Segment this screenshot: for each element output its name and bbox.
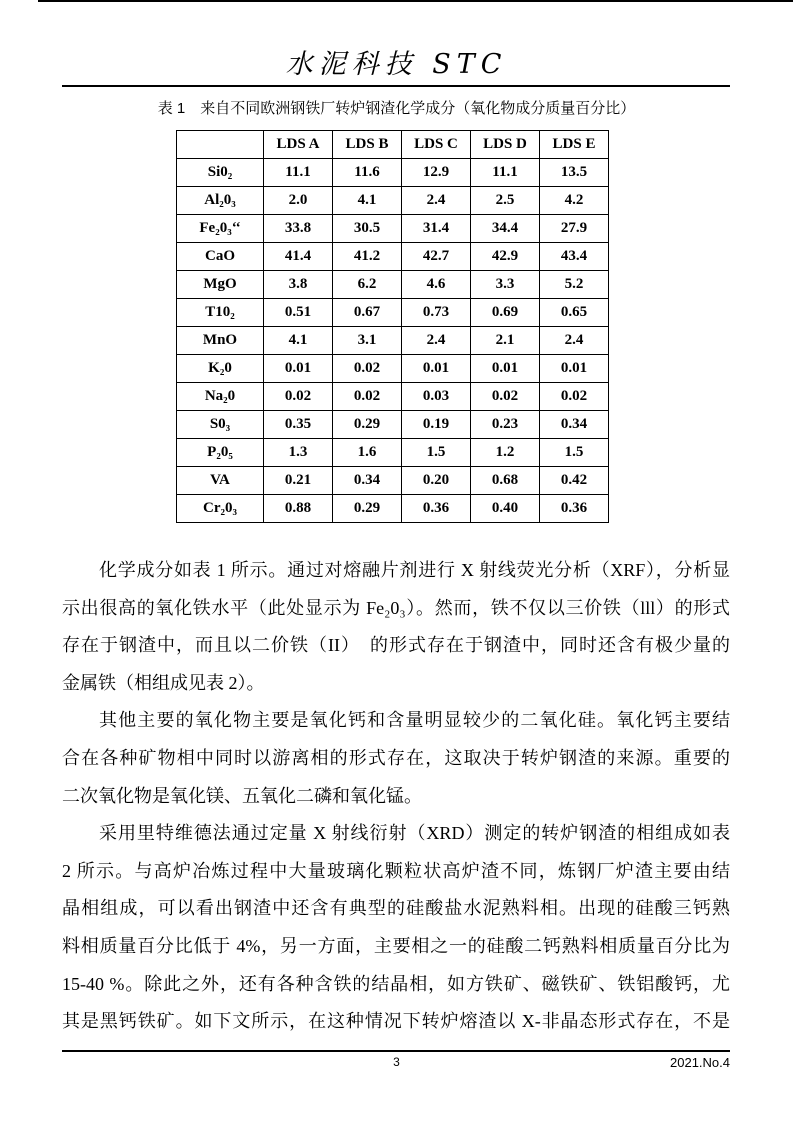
text-line: 二次氧化物是氧化镁、五氧化二磷和氧化锰。: [62, 785, 422, 806]
text-line: 其他主要的氧化物主要是氧化钙和含量明显较少的二氧化硅。氧化钙主要结: [99, 710, 730, 731]
value-cell: 0.02: [264, 383, 333, 411]
value-cell: 41.4: [264, 243, 333, 271]
value-cell: 0.40: [471, 495, 540, 523]
text-line: 化学成分如表 1 所示。通过对熔融片剂进行 X 射线荧光分析（XRF），分析显: [99, 560, 730, 580]
table-column-header: LDS B: [333, 131, 402, 159]
value-cell: 0.01: [540, 355, 609, 383]
page-number: 3: [393, 1055, 400, 1069]
paragraph: [62, 815, 730, 1041]
value-cell: 5.2: [540, 271, 609, 299]
oxide-label-cell: MgO: [177, 271, 264, 299]
oxide-label-cell: S0₃: [177, 411, 264, 439]
value-cell: 0.29: [333, 411, 402, 439]
value-cell: 30.5: [333, 215, 402, 243]
value-cell: 13.5: [540, 159, 609, 187]
oxide-label-cell: MnO: [177, 327, 264, 355]
value-cell: 0.29: [333, 495, 402, 523]
value-cell: 2.4: [402, 187, 471, 215]
value-cell: 0.42: [540, 467, 609, 495]
value-cell: 42.7: [402, 243, 471, 271]
composition-table: [176, 130, 609, 523]
oxide-label-cell: Si0₂: [177, 159, 264, 187]
text-line: 合在各种矿物相中同时以游离相的形式存在，这取决于转炉钢渣的来源。重要的: [62, 747, 730, 768]
body-text: [62, 552, 730, 1041]
value-cell: 42.9: [471, 243, 540, 271]
table-column-header: LDS C: [402, 131, 471, 159]
header-rule: [62, 85, 730, 87]
value-cell: 0.34: [540, 411, 609, 439]
value-cell: 0.21: [264, 467, 333, 495]
value-cell: 6.2: [333, 271, 402, 299]
value-cell: 4.1: [333, 187, 402, 215]
text-line: 存在于钢渣中，而且以二价铁（II） 的形式存在于钢渣中，同时还含有极少量的: [62, 635, 730, 656]
value-cell: 0.02: [333, 355, 402, 383]
value-cell: 27.9: [540, 215, 609, 243]
value-cell: 2.5: [471, 187, 540, 215]
value-cell: 0.01: [471, 355, 540, 383]
value-cell: 0.51: [264, 299, 333, 327]
value-cell: 41.2: [333, 243, 402, 271]
footer-rule: [62, 1050, 730, 1052]
value-cell: 43.4: [540, 243, 609, 271]
table-row: [177, 355, 609, 383]
text-line: 示出很高的氧化铁水平（此处显示为 Fe₂0₃）。然而，铁不仅以三价铁（lll）的形式: [62, 597, 730, 618]
table-caption: 表 1 来自不同欧洲钢铁厂转炉钢渣化学成分（氧化物成分质量百分比）: [157, 100, 636, 117]
text-line: 15-40 %。除此之外，还有各种含铁的结晶相，如方铁矿、磁铁矿、铁铝酸钙，尤: [62, 973, 730, 994]
value-cell: 11.1: [264, 159, 333, 187]
oxide-label-cell: T10₂: [177, 299, 264, 327]
value-cell: 1.5: [402, 439, 471, 467]
value-cell: 3.1: [333, 327, 402, 355]
oxide-label-cell: Na₂0: [177, 383, 264, 411]
table-row: [177, 271, 609, 299]
value-cell: 0.19: [402, 411, 471, 439]
value-cell: 0.88: [264, 495, 333, 523]
composition-table-body: [177, 159, 609, 523]
text-line: 晶相组成，可以看出钢渣中还含有典型的硅酸盐水泥熟料相。出现的硅酸三钙熟: [62, 898, 730, 919]
value-cell: 0.35: [264, 411, 333, 439]
oxide-label-cell: Fe₂0₃‘‘: [177, 215, 264, 243]
value-cell: 2.1: [471, 327, 540, 355]
table-corner-cell: [177, 131, 264, 159]
value-cell: 0.36: [540, 495, 609, 523]
value-cell: 4.1: [264, 327, 333, 355]
table-column-header: LDS A: [264, 131, 333, 159]
value-cell: 11.1: [471, 159, 540, 187]
oxide-label-cell: K₂0: [177, 355, 264, 383]
text-line: 料相质量百分比低于 4%，另一方面，主要相之一的硅酸二钙熟料相质量百分比为: [62, 935, 730, 956]
paragraph: [62, 702, 730, 815]
table-row: [177, 495, 609, 523]
table-row: [177, 327, 609, 355]
value-cell: 34.4: [471, 215, 540, 243]
value-cell: 0.23: [471, 411, 540, 439]
composition-table-head: [177, 131, 609, 159]
table-column-header: LDS E: [540, 131, 609, 159]
oxide-label-cell: P₂0₅: [177, 439, 264, 467]
oxide-label-cell: VA: [177, 467, 264, 495]
table-row: [177, 411, 609, 439]
value-cell: 12.9: [402, 159, 471, 187]
value-cell: 3.3: [471, 271, 540, 299]
issue-number: 2021.No.4: [670, 1055, 730, 1070]
value-cell: 2.4: [540, 327, 609, 355]
value-cell: 2.0: [264, 187, 333, 215]
oxide-label-cell: CaO: [177, 243, 264, 271]
page-top-edge-line: [38, 0, 793, 2]
value-cell: 1.2: [471, 439, 540, 467]
value-cell: 1.3: [264, 439, 333, 467]
table-row: [177, 215, 609, 243]
table-column-header: LDS D: [471, 131, 540, 159]
value-cell: 0.02: [333, 383, 402, 411]
value-cell: 11.6: [333, 159, 402, 187]
table-header-row: [177, 131, 609, 159]
value-cell: 0.36: [402, 495, 471, 523]
value-cell: 0.02: [540, 383, 609, 411]
table-row: [177, 467, 609, 495]
value-cell: 0.73: [402, 299, 471, 327]
value-cell: 0.01: [402, 355, 471, 383]
text-line: 采用里特维德法通过定量 X 射线衍射（XRD）测定的转炉钢渣的相组成如表: [99, 823, 730, 844]
value-cell: 0.68: [471, 467, 540, 495]
table-row: [177, 159, 609, 187]
value-cell: 2.4: [402, 327, 471, 355]
table-row: [177, 439, 609, 467]
table-row: [177, 187, 609, 215]
value-cell: 0.02: [471, 383, 540, 411]
value-cell: 0.03: [402, 383, 471, 411]
value-cell: 0.69: [471, 299, 540, 327]
value-cell: 0.01: [264, 355, 333, 383]
oxide-label-cell: Al₂0₃: [177, 187, 264, 215]
text-line: 其是黑钙铁矿。如下文所示，在这种情况下转炉熔渣以 X-非晶态形式存在，不是: [62, 1011, 730, 1032]
oxide-label-cell: Cr₂0₃: [177, 495, 264, 523]
value-cell: 4.2: [540, 187, 609, 215]
table-row: [177, 299, 609, 327]
value-cell: 3.8: [264, 271, 333, 299]
value-cell: 31.4: [402, 215, 471, 243]
value-cell: 1.5: [540, 439, 609, 467]
value-cell: 33.8: [264, 215, 333, 243]
journal-title: 水泥科技 STC: [285, 49, 508, 80]
table-row: [177, 383, 609, 411]
value-cell: 0.34: [333, 467, 402, 495]
value-cell: 0.65: [540, 299, 609, 327]
text-line: 金属铁（相组成见表 2）。: [62, 672, 265, 693]
text-line: 2 所示。与高炉冶炼过程中大量玻璃化颗粒状高炉渣不同，炼钢厂炉渣主要由结: [62, 860, 730, 881]
value-cell: 4.6: [402, 271, 471, 299]
value-cell: 0.20: [402, 467, 471, 495]
paragraph: [62, 552, 730, 702]
value-cell: 0.67: [333, 299, 402, 327]
table-row: [177, 243, 609, 271]
value-cell: 1.6: [333, 439, 402, 467]
